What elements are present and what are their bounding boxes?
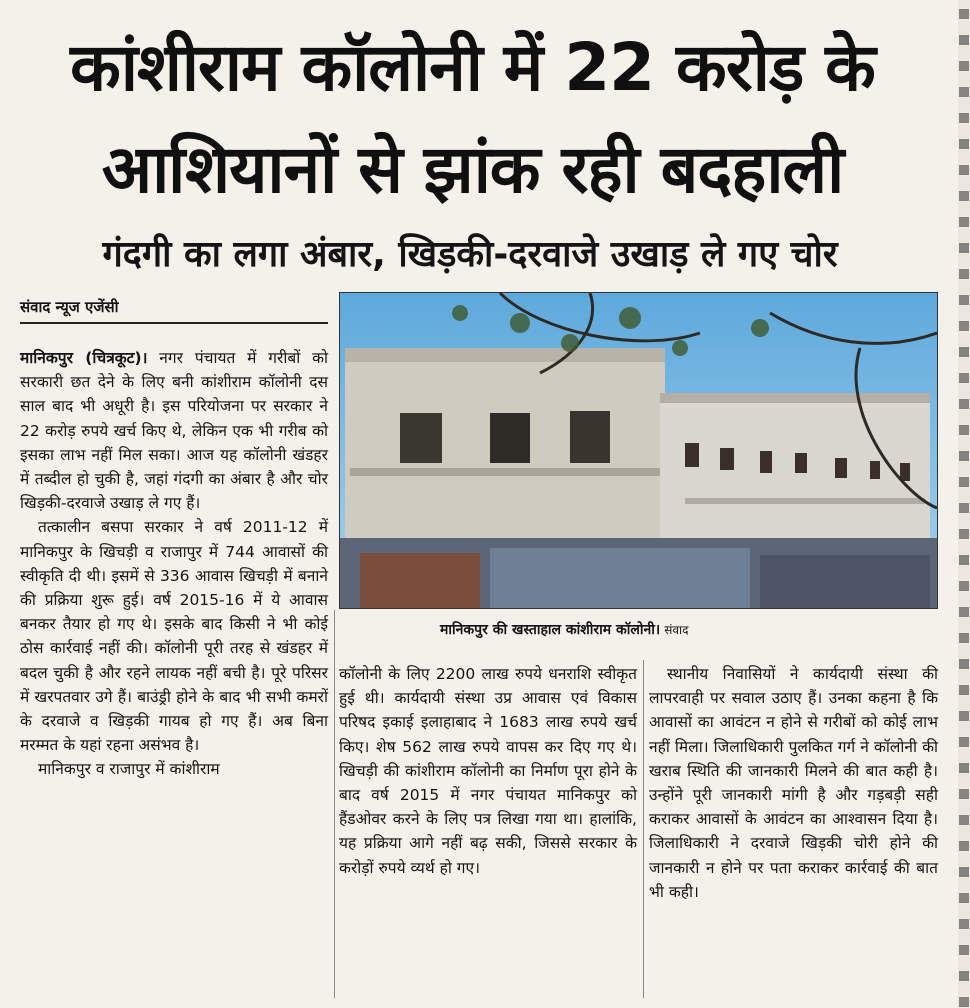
photo-credit: संवाद bbox=[664, 623, 689, 637]
colony-building-photo bbox=[340, 293, 937, 608]
lead-text: नगर पंचायत में गरीबों को सरकारी छत देने के लिए बनी कांशीराम कॉलोनी दस साल बाद भी अधूरी है। इस परियोजना पर सरकार ने 22 करोड़ रुपये खर्च किए थे, लेकिन एक भी गरीब को इसका लाभ नहीं मिल सका। आज यह कॉलोनी खंडहर में तब्दील हो चुकी है, जहां गंदगी का अंबार है और चोर खिड़की-दरवाजे उखाड़ ले गए हैं। bbox=[20, 349, 328, 513]
lead-paragraph bbox=[20, 346, 328, 515]
column-2 bbox=[339, 662, 637, 880]
column-2-text: कॉलोनी के लिए 2200 लाख रुपये धनराशि स्वीकृत हुई थी। कार्यदायी संस्था उप्र आवास एवं विकास परिषद इकाई इलाहाबाद ने 1683 लाख रुपये खर्च किए। शेष 562 लाख रुपये वापस कर दिए गए थे। खिचड़ी की कांशीराम कॉलोनी का निर्माण पूरा होने के बाद वर्ष 2015 में नगर पंचायत मानिकपुर को हैंडओवर करने के लिए पत्र लिखा गया था। हालांकि, यह प्रक्रिया आगे नहीं बढ़ सकी, जिससे सरकार के करोड़ों रुपये व्यर्थ हो गए। bbox=[339, 665, 637, 877]
column-divider-1 bbox=[334, 610, 335, 998]
column-3 bbox=[649, 662, 938, 904]
photo-caption bbox=[440, 620, 688, 639]
headline-line-1: कांशीराम कॉलोनी में 22 करोड़ के bbox=[70, 29, 875, 106]
paragraph-2: तत्कालीन बसपा सरकार ने वर्ष 2011-12 में मानिकपुर के खिचड़ी व राजापुर में 744 आवासों की स्वीकृति दी थी। इसमें से 336 आवास खिचड़ी में बनाने की प्रक्रिया शुरू हुई। वर्ष 2015-16 में ये आवास बनकर तैयार हो गए थे। इसके बाद किसी ने भी कोई ठोस कार्रवाई नहीं की। कॉलोनी पूरी तरह से खंडहर में बदल चुकी है और रहने लायक नहीं बची है। पूरे परिसर में खरपतवार उगे हैं। बाउंड्री होने के बाद भी सभी कमरों के दरवाजे व खिड़की गायब हो गए हैं। अब बिना मरम्मत के यहां रहना असंभव है। bbox=[20, 518, 328, 755]
column-divider-2 bbox=[643, 660, 644, 998]
byline: संवाद न्यूज एजेंसी bbox=[20, 298, 119, 316]
subheadline: गंदगी का लगा अंबार, खिड़की-दरवाजे उखाड़ ले गए चोर bbox=[102, 234, 838, 275]
adjacent-article-edge bbox=[958, 0, 970, 1008]
adjacent-article-text-fragment bbox=[959, 0, 969, 1008]
column-3-text: स्थानीय निवासियों ने कार्यदायी संस्था की लापरवाही पर सवाल उठाए हैं। उनका कहना है कि आवासों का आवंटन न होने से गरीबों को कोई लाभ नहीं मिला। जिलाधिकारी पुलकित गर्ग ने कॉलोनी की खराब स्थिति की जानकारी मिलने की बात कही है। उन्होंने पूरी जानकारी मांगी है और गड़बड़ी सही कराकर आवासों के आवंटन का आश्वासन दिया है। जिलाधिकारी ने दरवाजे खिड़की चोरी होने की जानकारी न होने पर पता कराकर कार्रवाई की बात भी कही। bbox=[649, 665, 938, 901]
headline-line-2: आशियानों से झांक रही बदहाली bbox=[101, 131, 844, 208]
news-photo bbox=[339, 292, 938, 609]
paragraph-3: मानिकपुर व राजापुर में कांशीराम bbox=[38, 760, 220, 779]
byline-rule bbox=[20, 322, 328, 324]
caption-text: मानिकपुर की खस्ताहाल कांशीराम कॉलोनी। bbox=[440, 622, 661, 638]
column-1 bbox=[20, 346, 328, 782]
dateline: मानिकपुर (चित्रकूट)। bbox=[20, 349, 148, 367]
